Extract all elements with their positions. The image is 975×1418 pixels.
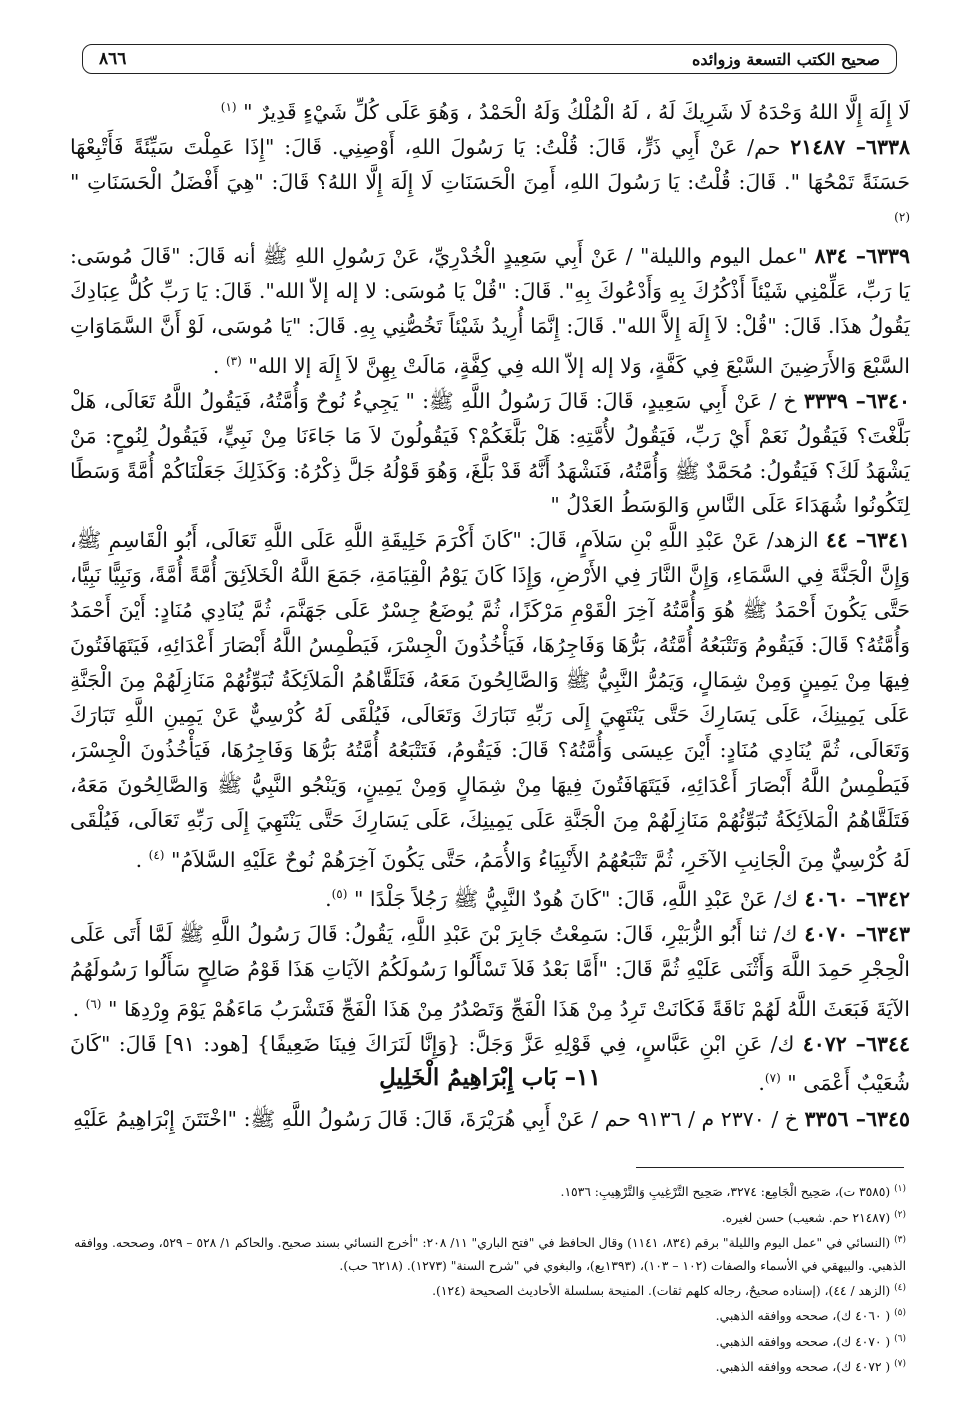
footnotes xyxy=(70,1178,906,1379)
punctuation: . xyxy=(135,847,149,872)
footnote-ref: (٦) xyxy=(85,996,102,1011)
hadith-number: ٦٣٤٣– ٤٠٧٠ xyxy=(804,921,911,946)
hadith-number: ٦٣٤٥– ٣٣٥٦ xyxy=(804,1107,910,1131)
hadith-number: ٦٣٣٨– ٢١٤٨٧ xyxy=(790,134,911,159)
hadith-6341 xyxy=(70,523,910,877)
hadith-number: ٦٣٤٤– ٤٠٧٢ xyxy=(802,1031,910,1056)
footnote xyxy=(70,1353,906,1379)
footnote-ref: (١) xyxy=(220,100,237,114)
paragraph-text: لَا إِلَهَ إِلَّا اللهُ وَحْدَهُ لَا شَرِيكَ لَهُ ، لَهُ الْمُلْكُ وَلَهُ الْحَمْدُ ، وَهُوَ عَلَى كُلِّ شَيْءٍ قَدِيرٌ " xyxy=(243,99,910,124)
footnote-mark: (٦) xyxy=(894,1333,906,1344)
footnote-ref: (٥) xyxy=(331,887,348,902)
footnote-ref: (٧) xyxy=(764,1071,781,1086)
hadith-6340 xyxy=(70,384,910,524)
hadith-6345 xyxy=(70,1102,910,1136)
footnote-mark: (٤) xyxy=(894,1282,906,1293)
hadith-text: ك/ ثنا أَبُو الزُّبَيْرِ، قَالَ: سَمِعْتُ جَابِرَ بْنَ عَبْدِ اللَّهِ، يَقُولُ: قَالَ رَسُولُ اللَّهِ ﷺ لَمَّا أَتَى عَلَى الْحِجْرِ حَمِدَ اللَّهَ وَأَثْنَى عَلَيْهِ ثُمَّ قَالَ: "أَمَّا بَعْدُ فَلاَ تَسْأَلُوا رَسُولَكُمُ الآيَاتِ هَذَا قَوْمُ صَالِحٍ سَأَلُوا رَسُولَهُمُ الآيَةَ فَبَعَثَ اللَّهُ لَهُمْ نَاقَةً فَكَانَتْ تَرِدُ مِنْ هَذَا الْفَجِّ وَتَصْدُرُ مِنْ هَذَا الْفَجِّ فَتَشْرَبُ مَاءَهُمْ يَوْمَ وِرْدِهَا " xyxy=(70,921,910,1021)
footnote-divider xyxy=(636,1167,904,1168)
hadith-number: ٦٣٤٠– ٣٣٣٩ xyxy=(803,388,910,413)
punctuation: . xyxy=(325,887,332,912)
hadith-6343 xyxy=(70,917,910,1027)
page-number: ٨٦٦ xyxy=(99,49,127,69)
punctuation: . xyxy=(72,996,86,1021)
footnote xyxy=(70,1204,906,1230)
footnote-ref: (٤) xyxy=(148,847,165,862)
page-header xyxy=(82,44,897,74)
hadith-number: ٦٣٤١– ٤٤ xyxy=(825,528,910,553)
footnote-ref: (٢) xyxy=(894,209,910,224)
footnote-text: ( ٤٠٦٠ ك)، صححه ووافقه الذهبي. xyxy=(715,1309,891,1324)
hadith-text: الزهد/ عَنْ عَبْدِ اللَّهِ بْنِ سَلاَمٍ، قَالَ: "كَانَ أَكْرَمَ خَلِيقَةِ اللَّهِ عَلَى اللَّهِ تَعَالَى، أَبُو الْقَاسِمِ ﷺ، وَإِنَّ الْجَنَّةَ فِي السَّمَاءِ، وَإِنَّ النَّارَ فِي الأَرْضِ، وَإِذَا كَانَ يَوْمُ الْقِيَامَةِ، جَمَعَ اللَّهُ الْخَلاَئِقَ أُمَّةً أُمَّةً، وَنَبِيًّا نَبِيًّا، حَتَّى يَكُونَ أَحْمَدُ ﷺ هُوَ وَأُمَّتُهُ آخِرَ الْقَوْمِ مَرْكَزًا، ثُمَّ يُوضَعُ جِسْرٌ عَلَى جَهَنَّمَ، ثُمَّ يُنَادِي مُنَادٍ: أَيْنَ أَحْمَدُ وَأُمَّتُهُ؟ قَالَ: فَيَقُومُ وَتَتْبَعُهُ أُمَّتُهُ، بَرُّهَا وَفَاجِرُهَا، فَيَأْخُذُونَ الْجِسْرَ، فَيَطْمِسُ اللَّهُ أَبْصَارَ أَعْدَائِهِ، فَيَتَهَافَتُونَ فِيهَا مِنْ يَمِينٍ وَمِنْ شِمَالٍ، وَيَمُرُّ النَّبِيُّ ﷺ وَالصَّالِحُونَ مَعَهُ، فَتَلَقَّاهُمُ الْمَلاَئِكَةُ تُبَوِّئُهُمْ مَنَازِلَهُمْ مِنَ الْجَنَّةِ عَلَى يَمِينِكَ، عَلَى يَسَارِكَ حَتَّى يَنْتَهِيَ إِلَى رَبِّهِ تَبَارَكَ وَتَعَالَى، فَيُلْقَى لَهُ كُرْسِيٌّ عَنْ يَمِينِ اللَّهِ تَبَارَكَ وَتَعَالَى، ثُمَّ يُنَادِي مُنَادٍ: أَيْنَ عِيسَى وَأُمَّتُهُ؟ قَالَ: فَيَقُومُ، فَتَتْبَعُهُ أُمَّتُهُ بَرُّهَا وَفَاجِرُهَا، فَيَأْخُذُونَ الْجِسْرَ، فَيَطْمِسُ اللَّهُ أَبْصَارَ أَعْدَائِهِ، فَيَتَهَافَتُونَ فِيهَا مِنْ شِمَالٍ وَمِنْ يَمِينٍ، وَيَنْجُو النَّبِيُّ ﷺ وَالصَّالِحُونَ مَعَهُ، فَتَلَقَّاهُمُ الْمَلاَئِكَةُ تُبَوِّئُهُمْ مَنَازِلَهُمْ مِنَ الْجَنَّةِ عَلَى يَمِينِكَ، عَلَى يَسَارِكَ حَتَّى يَنْتَهِيَ إِلَى رَبِّهِ تَعَالَى، فَيُلْقَى لَهُ كُرْسِيٌّ مِنَ الْجَانِبِ الآخَرِ، ثُمَّ تَتْبَعُهُمُ الأَنْبِيَاءُ وَالأُمَمُ، حَتَّى يَكُونَ آخِرَهُمْ نُوحٌ عَلَيْهِ السَّلاَمُ" xyxy=(70,528,910,872)
footnote-text: (٢١٤٨٧ حم. شعيب) حسن لغيره. xyxy=(721,1210,891,1225)
paragraph-continuation xyxy=(70,90,910,130)
chapter-title: ١١– بَاب إِبْرَاهِيمُ الْخَلِيلِ xyxy=(379,1064,601,1091)
footnote-text: (النسائي في "عمل اليوم والليلة" برقم (٨٣٤، ١١٤١) وقال الحافظ في "فتح الباري" ١١/ ٢٠٨: "أخرج النسائي بسند صحيح. والحاكم ١/ ٥٢٨ – ٥٢٩، وصححه. ووافقه الذهبي. والبيهقي في الأسماء والصفات (١٠٢ – ١٠٣)، (١٣٩٣يع)، والبغوي في "شرح السنة" (١٢٧٣). (٦٢١٨ حب). xyxy=(74,1236,906,1273)
footnote xyxy=(70,1328,906,1354)
footnote-mark: (٥) xyxy=(894,1308,906,1319)
hadith-number: ٦٣٣٩– ٨٣٤ xyxy=(814,244,910,269)
footnote xyxy=(70,1277,906,1303)
hadith-text: "عمل اليوم والليلة" / عَنْ أَبِي سَعِيدٍ الْخُدْرِيِّ، عَنْ رَسُولِ اللهِ ﷺ أنه قَالَ: "قَالَ مُوسَى: يَا رَبِّ، عَلِّمْنِي شَيْئاً أَذْكُرُكَ بِهِ وَأَدْعُوكَ بِهِ". قَالَ: "قُلْ يَا مُوسَى: لا إله إلاّ الله". قَالَ: يَا رَبِّ كُلُّ عِبَادِكَ يَقُولُ هذَا. قَالَ: "قُلْ: لاَ إِلَهَ إِلاَّ الله". قَالَ: إِنَّمَا أُرِيدُ شَيْئاً تَخُصُّنِي بِهِ. قَالَ: "يَا مُوسَى، لَوْ أَنَّ السَّمَاوَاتِ السَّبْعَ وَالأَرَضِينَ السَّبْعَ فِي كَفَّةٍ، وَلا إله إلاّ الله فِي كِفَّةٍ، مَالَتْ بِهِنَّ لاَ إِلَهَ إلا الله" xyxy=(70,244,910,378)
footnote-mark: (١) xyxy=(894,1184,906,1194)
punctuation: . xyxy=(212,353,226,378)
book-title: صحيح الكتب التسعة وزوائده xyxy=(691,49,880,69)
punctuation: . xyxy=(758,1071,765,1096)
hadith-6342 xyxy=(70,877,910,917)
footnote-ref: (٣) xyxy=(225,354,242,368)
footnote xyxy=(70,1302,906,1328)
hadith-text: خ / ٢٣٧٠ م / ٩١٣٦ حم / عَنْ أَبِي هُرَيْرَةَ، قَالَ: قَالَ رَسُولُ اللَّهِ ﷺ: "اخْتَتَنَ إِبْرَاهِيمُ عَلَيْهِ xyxy=(73,1107,798,1131)
main-text xyxy=(70,90,910,1101)
hadith-6338 xyxy=(70,130,910,240)
footnote xyxy=(70,1178,906,1204)
hadith-number: ٦٣٤٢– ٤٠٦٠ xyxy=(804,887,910,912)
hadith-text: ك/ عَنْ عَبْدِ اللَّهِ، قَالَ: "كَانَ هُودٌ النَّبِيُّ ﷺ رَجُلاً جَلْدًا " xyxy=(353,887,798,912)
hadith-text: حم/ عَنْ أَبِي ذَرٍّ، قَالَ: قُلْتُ: يَا رَسُولَ اللهِ، أَوْصِنِي. قَالَ: "إِذَا عَمِلْتَ سَيِّئَةً فَأَتْبِعْهَا حَسَنَةً تَمْحُهَا ". قَالَ: قُلْتُ: يَا رَسُولَ اللهِ، أَمِنَ الْحَسَنَاتِ لَا إِلَهَ إِلَّا اللهُ؟ قَالَ: "هِيَ أَفْضَلُ الْحَسَنَاتِ " xyxy=(70,134,910,194)
footnote-mark: (٣) xyxy=(894,1235,906,1245)
footnote-text: ( ٤٠٧٢ ك)، صححه ووافقه الذهبي. xyxy=(715,1360,891,1375)
hadith-text: خ / عَنْ أَبِي سَعِيدٍ، قَالَ: قَالَ رَسُولُ اللَّهِ ﷺ: " يَجِيءُ نُوحٌ وَأُمَّتُهُ، فَيَقُولُ اللَّهُ تَعَالَى، هَلْ بَلَّغْتَ؟ فَيَقُولُ نَعَمْ أَيْ رَبِّ، فَيَقُولُ لأُمَّتِهِ: هَلْ بَلَّغَكُمْ؟ فَيَقُولُونَ لاَ مَا جَاءَنَا مِنْ نَبِيٍّ، فَيَقُولُ لِنُوحٍ: مَنْ يَشْهَدُ لَكَ؟ فَيَقُولُ: مُحَمَّدٌ ﷺ وَأُمَّتُهُ، فَنَشْهَدُ أَنَّهُ قَدْ بَلَّغَ، وَهُوَ قَوْلُهُ جَلَّ ذِكْرُهُ: وَكَذَلِكَ جَعَلْنَاكُمْ أُمَّةً وَسَطًا لِتَكُونُوا شُهَدَاءَ عَلَى النَّاسِ وَالوَسَطُ العَدْلُ " xyxy=(70,388,910,518)
footnote-mark: (٢) xyxy=(894,1209,906,1220)
hadith-text: ك/ عَنِ ابْنِ عَبَّاسٍ، فِي قَوْلِهِ عَزَّ وَجَلَّ: {وَإِنَّا لَنَرَاكَ فِينَا ضَعِيفًا} [هود: ٩١] قَالَ: "كَانَ شُعَيْبٌ أَعْمَى " xyxy=(70,1031,910,1096)
footnote xyxy=(70,1229,906,1277)
footnote-text: ( ٤٠٧٠ ك)، صححه ووافقه الذهبي. xyxy=(715,1335,891,1349)
footnote-mark: (٧) xyxy=(894,1359,906,1370)
footnote-text: (الزهد / ٤٤)، (إسناده صحيحٌ، رجاله كلهم ثقات). المنيحة بسلسلة الأحاديث الصحيحة (١٢٤). xyxy=(432,1284,891,1298)
hadith-6339 xyxy=(70,239,910,383)
footnote-text: (٣٥٨٥ ت)، صَحِيح الْجَامِع: ٣٢٧٤، صَحِيح التَّرْغِيبِ وَالتَّرْهِيبِ: ١٥٣٦. xyxy=(560,1185,891,1200)
